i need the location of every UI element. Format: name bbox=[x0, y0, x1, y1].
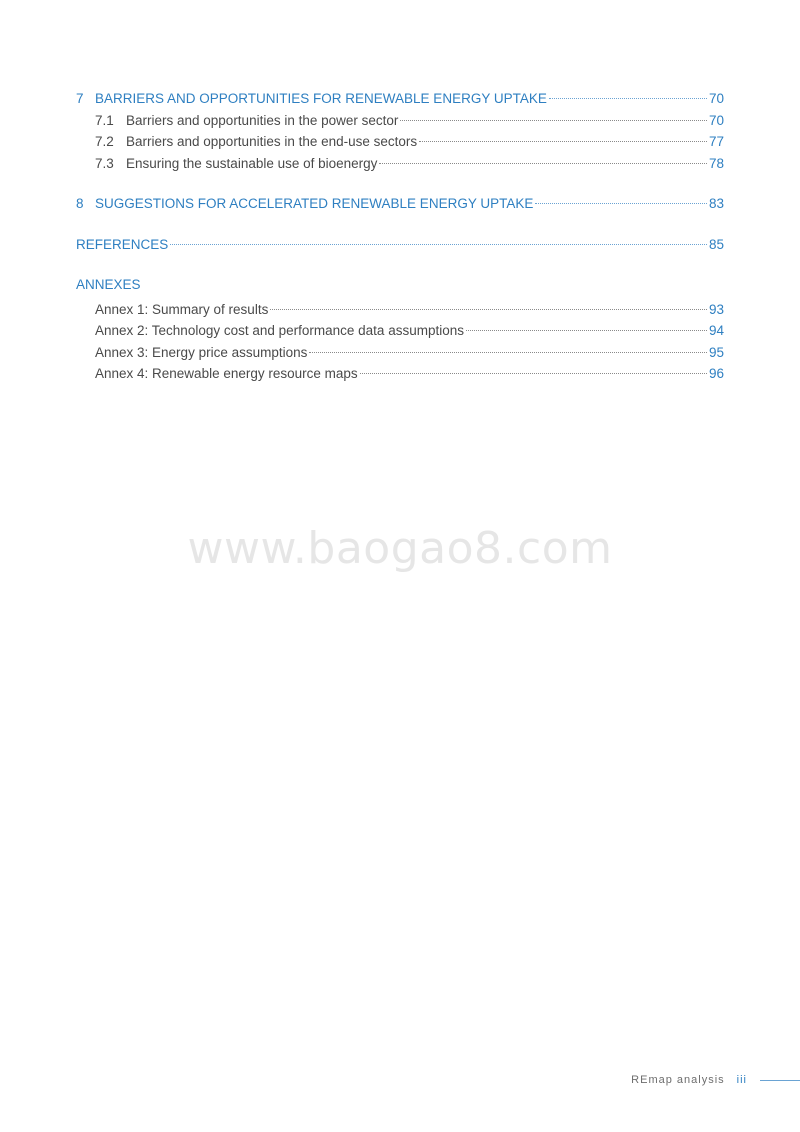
section-number: 7.2 bbox=[95, 134, 114, 149]
toc-entry-references[interactable] bbox=[76, 234, 724, 256]
footer-rule bbox=[760, 1080, 800, 1081]
toc-entry-chapter-8[interactable] bbox=[76, 193, 724, 215]
toc-entry-section-7-3[interactable] bbox=[76, 153, 724, 175]
chapter-number: 7 bbox=[76, 91, 84, 106]
page-number: 70 bbox=[708, 91, 724, 106]
section-title: Barriers and opportunities in the end-use sectors bbox=[126, 134, 418, 149]
section-number: 7.1 bbox=[95, 112, 114, 128]
page-number: 85 bbox=[708, 236, 724, 252]
page-number: 78 bbox=[708, 155, 724, 171]
section-number: 7.3 bbox=[95, 155, 114, 171]
dot-leader bbox=[549, 98, 707, 99]
page-number: 96 bbox=[708, 366, 724, 381]
section-title: Ensuring the sustainable use of bioenergy bbox=[126, 155, 378, 171]
toc-entry-annex-4[interactable] bbox=[76, 363, 724, 385]
annex-title: Annex 4: Renewable energy resource maps bbox=[95, 366, 358, 381]
toc-entry-section-7-2[interactable] bbox=[76, 131, 724, 153]
chapter-title: BARRIERS AND OPPORTUNITIES FOR RENEWABLE ENERGY UPTAKE bbox=[95, 91, 547, 106]
annex-title: Annex 3: Energy price assumptions bbox=[95, 344, 308, 360]
dot-leader bbox=[379, 163, 707, 164]
footer-page-number: iii bbox=[736, 1074, 747, 1086]
toc-entry-annex-2[interactable] bbox=[76, 320, 724, 342]
toc-entry-section-7-1[interactable] bbox=[76, 110, 724, 132]
toc-entry-annex-1[interactable] bbox=[76, 299, 724, 321]
dot-leader bbox=[466, 330, 707, 331]
toc-entry-annex-3[interactable] bbox=[76, 342, 724, 364]
toc-entry-chapter-7[interactable] bbox=[76, 88, 724, 110]
annexes-heading[interactable]: ANNEXES bbox=[76, 277, 141, 292]
page-footer bbox=[631, 1071, 800, 1089]
annex-title: Annex 2: Technology cost and performance data assumptions bbox=[95, 323, 464, 338]
spacer bbox=[76, 215, 724, 234]
annex-title: Annex 1: Summary of results bbox=[95, 301, 269, 317]
watermark: www.baogao8.com bbox=[187, 523, 613, 574]
chapter-number: 8 bbox=[76, 196, 84, 211]
page-number: 94 bbox=[708, 323, 724, 338]
dot-leader bbox=[170, 244, 707, 245]
dot-leader bbox=[535, 203, 707, 204]
footer-label: REmap analysis bbox=[631, 1074, 725, 1086]
chapter-title: SUGGESTIONS FOR ACCELERATED RENEWABLE ENERGY UPTAKE bbox=[95, 196, 534, 211]
spacer bbox=[76, 174, 724, 193]
page-number: 70 bbox=[708, 112, 724, 128]
dot-leader bbox=[400, 120, 707, 121]
table-of-contents bbox=[76, 88, 724, 385]
dot-leader bbox=[360, 373, 707, 374]
dot-leader bbox=[270, 309, 707, 310]
dot-leader bbox=[419, 141, 707, 142]
section-title: Barriers and opportunities in the power sector bbox=[126, 112, 399, 128]
dot-leader bbox=[309, 352, 707, 353]
page-number: 83 bbox=[708, 196, 724, 211]
page-number: 93 bbox=[708, 301, 724, 317]
references-title: REFERENCES bbox=[76, 236, 169, 252]
spacer bbox=[76, 255, 724, 274]
page-number: 95 bbox=[708, 344, 724, 360]
page-number: 77 bbox=[708, 134, 724, 149]
